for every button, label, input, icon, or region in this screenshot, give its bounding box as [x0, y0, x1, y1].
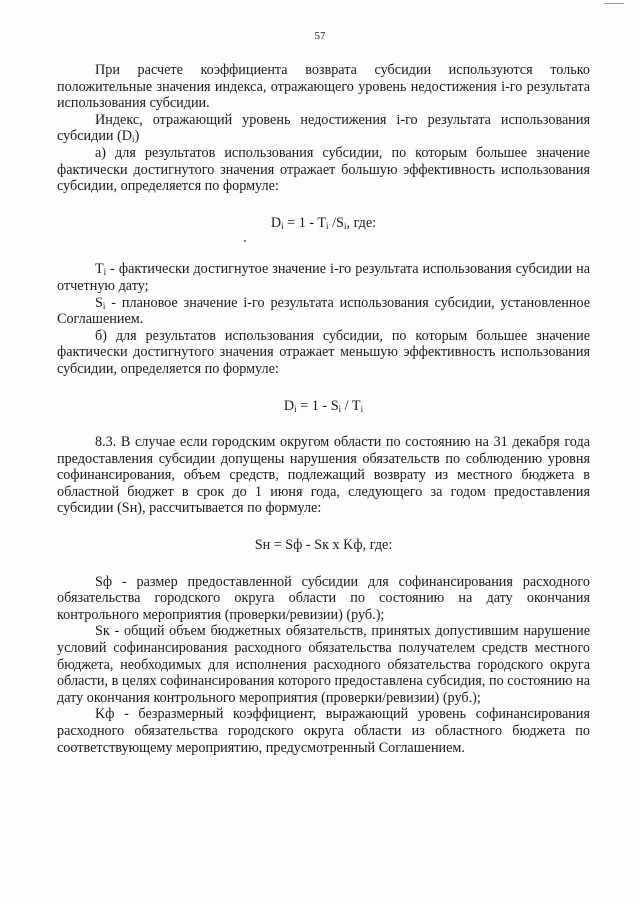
definition-sk: Sк - общий объем бюджетных обязательств, принятых допустившим нарушение условий софинансирования расходного обязательства получателем средств местного бюджета, необходимых для исполнения расходного обязательства городского округа области, в целях софинансирования которого предоставлена субсидия, по состоянию на дату окончания контрольного мероприятия (проверки/ревизии) (руб.);	[57, 623, 590, 706]
formula-sn: Sн = Sф - Sк x Kф, где:	[254, 537, 393, 554]
definition-sf: Sф - размер предоставленной субсидии для софинансирования расходного обязательства городского округа области по состоянию на дату окончания контрольного мероприятия (проверки/ревизии) (руб.);	[57, 573, 590, 623]
paragraph-case-a: а) для результатов использования субсидии, по которым большее значение фактически достигнутого значения отражает большую эффективность использования субсидии, определяется по формуле:	[57, 144, 590, 195]
formula-di-case-a: $D_i = 1 - T_i$ $/S_i$, где:	[270, 214, 377, 231]
page-corner-mark	[604, 0, 624, 4]
formula-di-case-b: $D_i = 1 - S_i / T_i$	[283, 397, 364, 414]
page-number: 57	[314, 30, 326, 42]
paragraph-coefficient-note: При расчете коэффициента возврата субсидии используются только положительные значения индекса, отражающего уровень недостижения i-го результата использования субсидии.	[57, 62, 590, 112]
paragraph-case-b: б) для результатов использования субсидии, по которым большее значение фактически достигнутого значения отражает меньшую эффективность использования субсидии, определяется по формуле:	[57, 327, 590, 377]
definition-si: $S_i$ - плановое значение i-го результата использования субсидии, установленное Соглашением.	[57, 294, 590, 328]
paragraph-index-intro: Индекс, отражающий уровень недостижения i-го результата использования субсидии $(D_i)$	[57, 111, 590, 145]
scan-speck	[244, 240, 246, 242]
document-body	[57, 62, 590, 756]
definition-ti: $T_i$ - фактически достигнутое значение i-го результата использования субсидии на отчетную дату;	[57, 261, 590, 294]
definition-kf: Kф - безразмерный коэффициент, выражающий уровень софинансирования расходного обязательства городского округа области из областного бюджета по соответствующему мероприятию, предусмотренный Соглашением.	[57, 706, 590, 756]
paragraph-section-8-3: 8.3. В случае если городским округом области по состоянию на 31 декабря года предоставления субсидии допущены нарушения обязательств по соблюдению уровня софинансирования, объем средств, подлежащий возврату из местного бюджета в областной бюджет в срок до 1 июня года, следующего за годом предоставления субсидии (Sн), рассчитывается по формуле:	[57, 434, 590, 517]
